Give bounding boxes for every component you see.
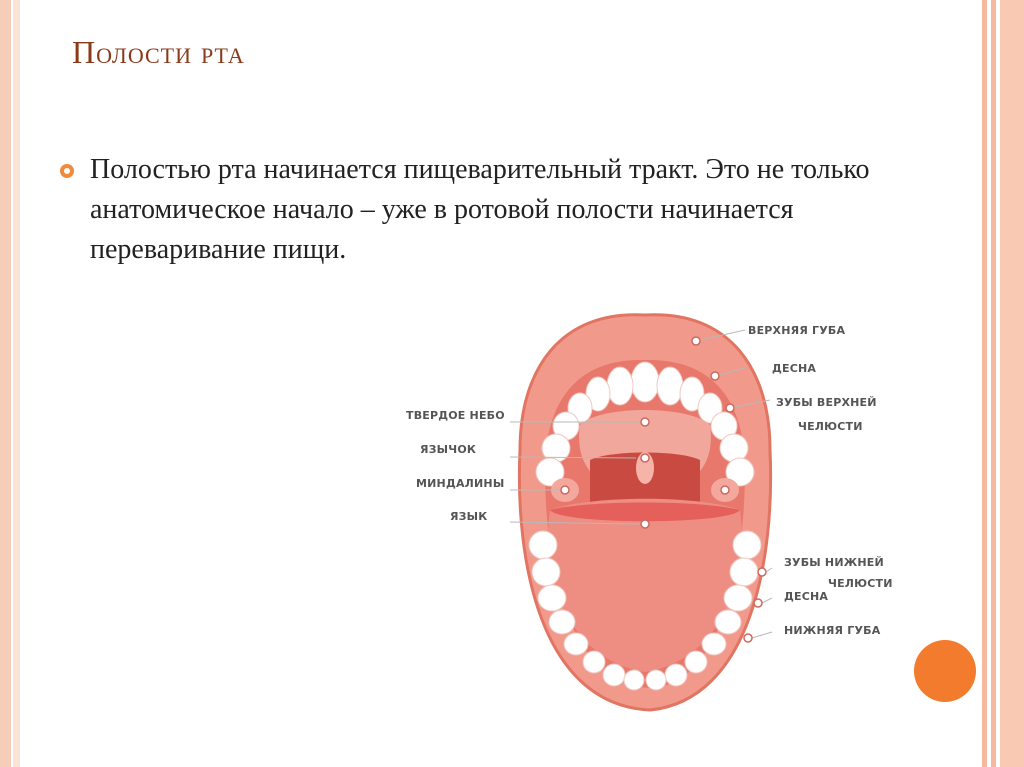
slide-title: Полости рта xyxy=(72,34,245,70)
label-gum-upper: ДЕСНА xyxy=(772,362,817,375)
label-lower-teeth-1: ЗУБЫ НИЖНЕЙ xyxy=(784,556,884,569)
decorative-orange-circle xyxy=(914,640,976,702)
mouth-diagram xyxy=(400,300,900,720)
label-upper-lip: ВЕРХНЯЯ ГУБА xyxy=(748,324,846,337)
label-tonsils: МИНДАЛИНЫ xyxy=(416,477,505,490)
right-decorative-border xyxy=(978,0,1024,767)
bullet-text: Полостью рта начинается пищеварительный тракт. Это не только анатомическое начало – уже в ротовой полости начинается переваривание пищи. xyxy=(90,154,870,265)
label-uvula: ЯЗЫЧОК xyxy=(420,443,477,456)
label-upper-teeth-2: ЧЕЛЮСТИ xyxy=(798,420,863,433)
label-upper-teeth-1: ЗУБЫ ВЕРХНЕЙ xyxy=(776,396,877,409)
left-decorative-border xyxy=(0,0,20,767)
bullet-icon xyxy=(60,164,74,178)
label-lower-teeth-2: ЧЕЛЮСТИ xyxy=(828,577,893,590)
label-gum-lower: ДЕСНА xyxy=(784,590,829,603)
label-lower-lip: НИЖНЯЯ ГУБА xyxy=(784,624,881,637)
label-hard-palate: ТВЕРДОЕ НЕБО xyxy=(406,409,505,422)
label-tongue: ЯЗЫК xyxy=(450,510,488,523)
